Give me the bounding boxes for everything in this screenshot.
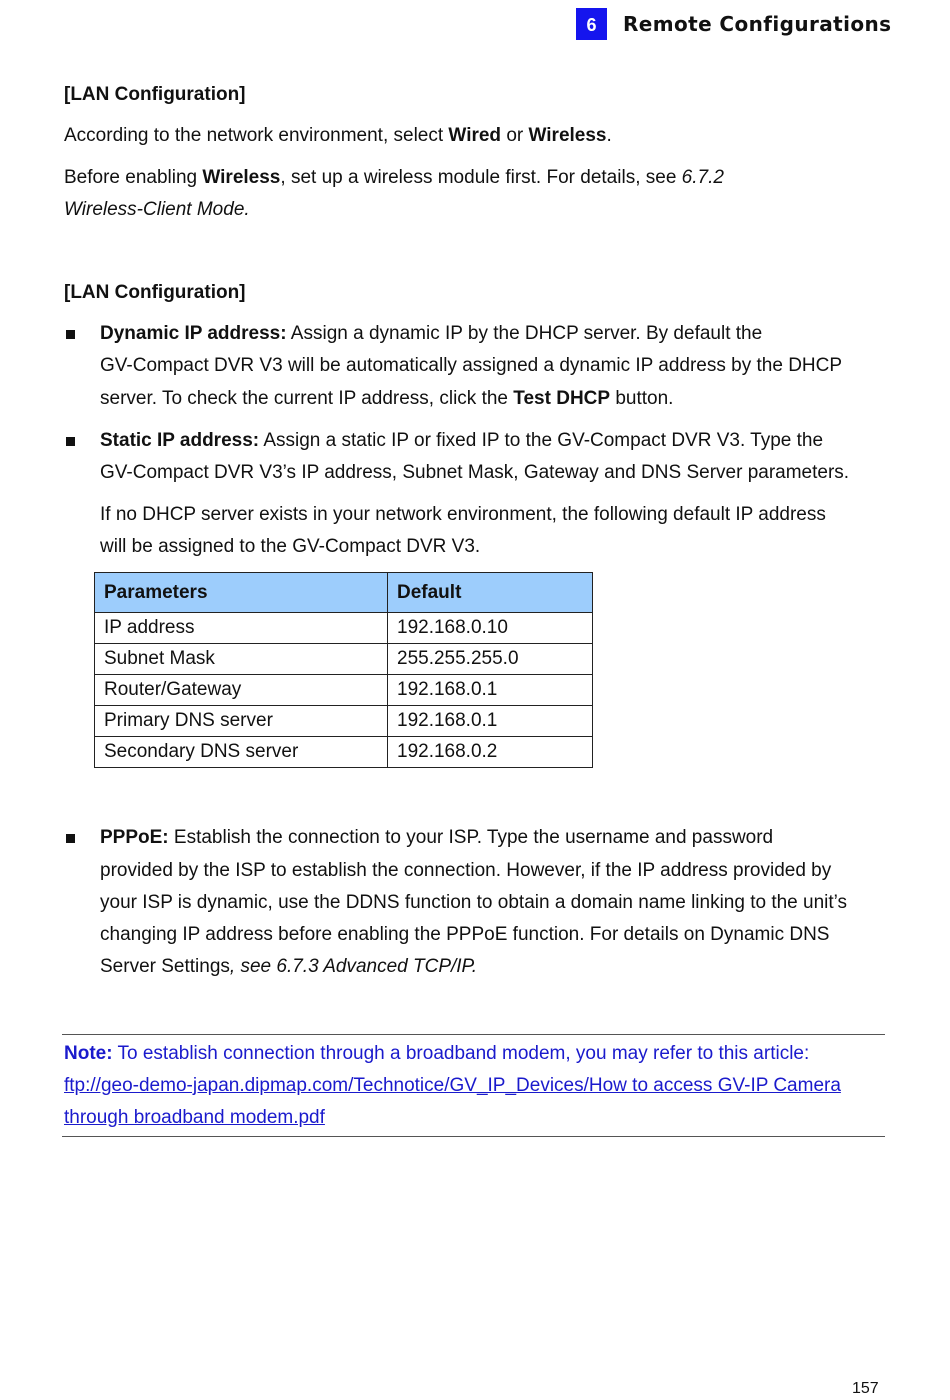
dynamic-ip-line-1: Dynamic IP address: Assign a dynamic IP by the DHCP server. By default the: [100, 323, 763, 344]
table-row: [95, 644, 593, 675]
note-link-line-1[interactable]: ftp://geo-demo-japan.dipmap.com/Technotice/GV_IP_Devices/How to access GV-IP Camera: [64, 1075, 841, 1096]
page-number: 157: [852, 1380, 879, 1397]
table-cell: 192.168.0.1: [388, 706, 593, 737]
chapter-title: Remote Configurations: [623, 12, 892, 36]
table-cell: 192.168.0.10: [388, 613, 593, 644]
pppoe-line-5: Server Settings, see 6.7.3 Advanced TCP/IP.: [100, 956, 478, 977]
paragraph-wired-wireless: According to the network environment, select Wired or Wireless.: [64, 125, 612, 146]
section-heading-1: [LAN Configuration]: [64, 84, 246, 105]
table-row: [95, 737, 593, 768]
table-cell: IP address: [95, 613, 388, 644]
table-cell: 192.168.0.2: [388, 737, 593, 768]
table-cell: 255.255.255.0: [388, 644, 593, 675]
pppoe-line-1: PPPoE: Establish the connection to your ISP. Type the username and password: [100, 827, 774, 848]
table-row: [95, 613, 593, 644]
pppoe-line-4: changing IP address before enabling the PPPoE function. For details on Dynamic DNS: [100, 924, 830, 945]
pppoe-line-3: your ISP is dynamic, use the DDNS function to obtain a domain name linking to the unit’s: [100, 892, 848, 913]
paragraph-wireless-setup-ref: Wireless-Client Mode.: [64, 199, 250, 220]
table-cell: Secondary DNS server: [95, 737, 388, 768]
chapter-number-badge: 6: [576, 8, 607, 40]
table-row: [95, 706, 593, 737]
static-ip-paragraph-line-2: will be assigned to the GV-Compact DVR V3.: [100, 536, 481, 557]
static-ip-line-2: GV-Compact DVR V3’s IP address, Subnet Mask, Gateway and DNS Server parameters.: [100, 462, 850, 483]
table-cell: Subnet Mask: [95, 644, 388, 675]
note-link-line-2[interactable]: through broadband modem.pdf: [64, 1107, 325, 1128]
table-row: [95, 675, 593, 706]
note-top-rule: [62, 1034, 885, 1035]
table-header-cell: Default: [388, 573, 593, 613]
static-ip-paragraph-line-1: If no DHCP server exists in your network environment, the following default IP address: [100, 504, 826, 525]
paragraph-wireless-setup: Before enabling Wireless, set up a wireless module first. For details, see 6.7.2: [64, 167, 724, 188]
default-ip-table: [94, 572, 593, 768]
section-heading-2: [LAN Configuration]: [64, 282, 246, 303]
note-bottom-rule: [62, 1136, 885, 1137]
table-header-row: [95, 573, 593, 613]
table-cell: Router/Gateway: [95, 675, 388, 706]
table-header-cell: Parameters: [95, 573, 388, 613]
bullet-icon: [66, 834, 75, 843]
bullet-icon: [66, 330, 75, 339]
dynamic-ip-line-2: GV-Compact DVR V3 will be automatically assigned a dynamic IP address by the DHCP: [100, 355, 843, 376]
table-cell: 192.168.0.1: [388, 675, 593, 706]
dynamic-ip-line-3: server. To check the current IP address, click the Test DHCP button.: [100, 388, 674, 409]
note-line-1: Note: To establish connection through a broadband modem, you may refer to this article:: [64, 1043, 810, 1064]
table-cell: Primary DNS server: [95, 706, 388, 737]
static-ip-line-1: Static IP address: Assign a static IP or fixed IP to the GV-Compact DVR V3. Type the: [100, 430, 824, 451]
bullet-icon: [66, 437, 75, 446]
pppoe-line-2: provided by the ISP to establish the connection. However, if the IP address provided by: [100, 860, 832, 881]
